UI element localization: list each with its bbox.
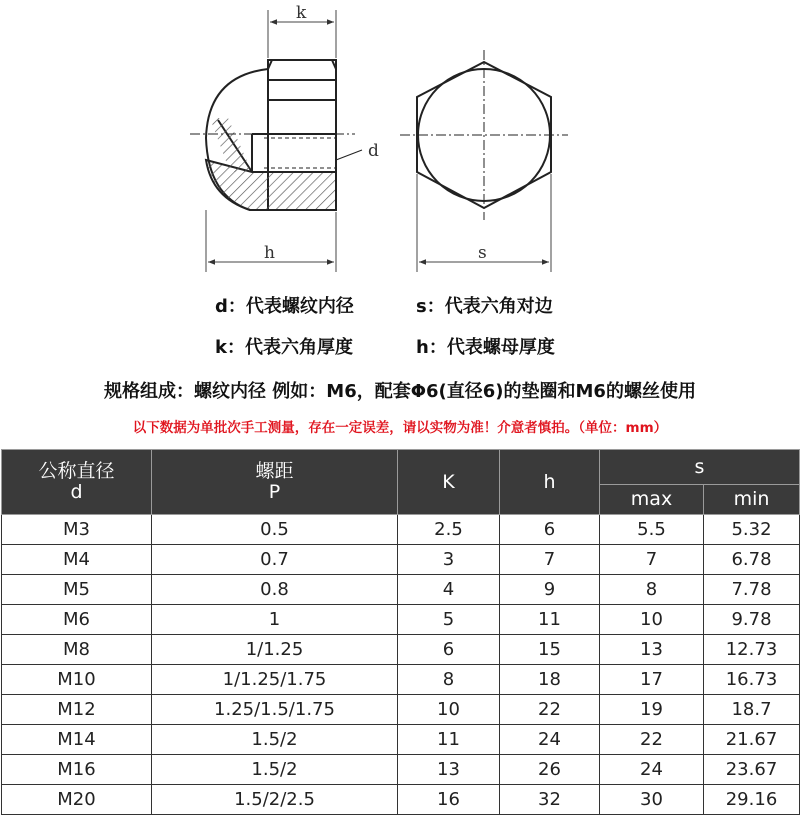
header-s-max: max	[600, 485, 704, 515]
cell-nominal-diameter: M20	[2, 785, 152, 815]
table-row	[2, 755, 800, 785]
cell-s-max: 30	[600, 785, 704, 815]
cell-s-max: 22	[600, 725, 704, 755]
cell-nominal-diameter: M12	[2, 695, 152, 725]
cell-nominal-diameter: M16	[2, 755, 152, 785]
dim-d-label: d	[368, 141, 379, 161]
table-row	[2, 545, 800, 575]
cell-nominal-diameter: M5	[2, 575, 152, 605]
cell-h: 18	[500, 665, 600, 695]
cell-h: 22	[500, 695, 600, 725]
cell-pitch: 0.5	[152, 515, 398, 545]
warning-note: 以下数据为单批次手工测量，存在一定误差，请以实物为准！介意者慎拍。（单位：mm）	[132, 420, 668, 436]
table-row	[2, 515, 800, 545]
cell-s-min: 29.16	[704, 785, 800, 815]
legend-s: s：代表六角对边	[416, 296, 553, 317]
cell-h: 6	[500, 515, 600, 545]
cell-pitch: 1.5/2	[152, 725, 398, 755]
cell-h: 26	[500, 755, 600, 785]
cell-pitch: 0.8	[152, 575, 398, 605]
spec-note: 规格组成：螺纹内径 例如：M6，配套Φ6(直径6)的垫圈和M6的螺丝使用	[104, 381, 696, 402]
header-s-min: min	[704, 485, 800, 515]
cell-nominal-diameter: M3	[2, 515, 152, 545]
cell-s-min: 23.67	[704, 755, 800, 785]
cell-s-min: 7.78	[704, 575, 800, 605]
cell-k: 4	[398, 575, 500, 605]
cell-k: 5	[398, 605, 500, 635]
table-row	[2, 605, 800, 635]
cell-s-max: 24	[600, 755, 704, 785]
cell-nominal-diameter: M6	[2, 605, 152, 635]
header-h: h	[500, 450, 600, 515]
cell-s-max: 10	[600, 605, 704, 635]
cell-s-min: 6.78	[704, 545, 800, 575]
header-k: K	[398, 450, 500, 515]
cell-s-min: 16.73	[704, 665, 800, 695]
cell-nominal-diameter: M8	[2, 635, 152, 665]
cell-s-max: 17	[600, 665, 704, 695]
table-row	[2, 695, 800, 725]
cap-nut-technical-drawing	[0, 0, 800, 285]
cell-pitch: 1.25/1.5/1.75	[152, 695, 398, 725]
cell-h: 15	[500, 635, 600, 665]
cell-s-max: 19	[600, 695, 704, 725]
cell-pitch: 1.5/2/2.5	[152, 785, 398, 815]
cell-pitch: 0.7	[152, 545, 398, 575]
cell-nominal-diameter: M4	[2, 545, 152, 575]
table-row	[2, 575, 800, 605]
cell-s-min: 21.67	[704, 725, 800, 755]
cell-k: 16	[398, 785, 500, 815]
cell-k: 11	[398, 725, 500, 755]
legend-k: k：代表六角厚度	[215, 337, 353, 358]
cell-s-max: 7	[600, 545, 704, 575]
legend-d: d：代表螺纹内径	[215, 296, 354, 317]
cell-s-min: 12.73	[704, 635, 800, 665]
table-row	[2, 725, 800, 755]
dim-k-label: k	[296, 3, 307, 23]
cell-pitch: 1/1.25/1.75	[152, 665, 398, 695]
top-view	[400, 50, 568, 220]
table-row	[2, 635, 800, 665]
dim-s-label: s	[478, 243, 487, 263]
cell-h: 7	[500, 545, 600, 575]
cell-k: 8	[398, 665, 500, 695]
cell-s-min: 9.78	[704, 605, 800, 635]
cell-s-max: 8	[600, 575, 704, 605]
cell-pitch: 1.5/2	[152, 755, 398, 785]
cell-h: 32	[500, 785, 600, 815]
header-pitch: 螺距 P	[152, 450, 398, 515]
cell-s-min: 5.32	[704, 515, 800, 545]
header-nominal-diameter: 公称直径 d	[2, 450, 152, 515]
cell-k: 10	[398, 695, 500, 725]
cell-s-max: 13	[600, 635, 704, 665]
cell-nominal-diameter: M14	[2, 725, 152, 755]
cell-s-min: 18.7	[704, 695, 800, 725]
legend-h: h：代表螺母厚度	[416, 337, 555, 358]
cell-k: 6	[398, 635, 500, 665]
cell-nominal-diameter: M10	[2, 665, 152, 695]
cell-h: 11	[500, 605, 600, 635]
table-body	[2, 515, 800, 815]
header-s: s	[600, 450, 800, 485]
cell-pitch: 1/1.25	[152, 635, 398, 665]
table-header-row	[2, 450, 800, 485]
cell-pitch: 1	[152, 605, 398, 635]
table-row	[2, 785, 800, 815]
cell-h: 9	[500, 575, 600, 605]
side-view	[190, 60, 362, 210]
dim-h-label: h	[264, 243, 275, 263]
cell-s-max: 5.5	[600, 515, 704, 545]
cell-k: 3	[398, 545, 500, 575]
cell-k: 13	[398, 755, 500, 785]
table-row	[2, 665, 800, 695]
cell-h: 24	[500, 725, 600, 755]
cell-k: 2.5	[398, 515, 500, 545]
spec-table	[1, 449, 800, 815]
